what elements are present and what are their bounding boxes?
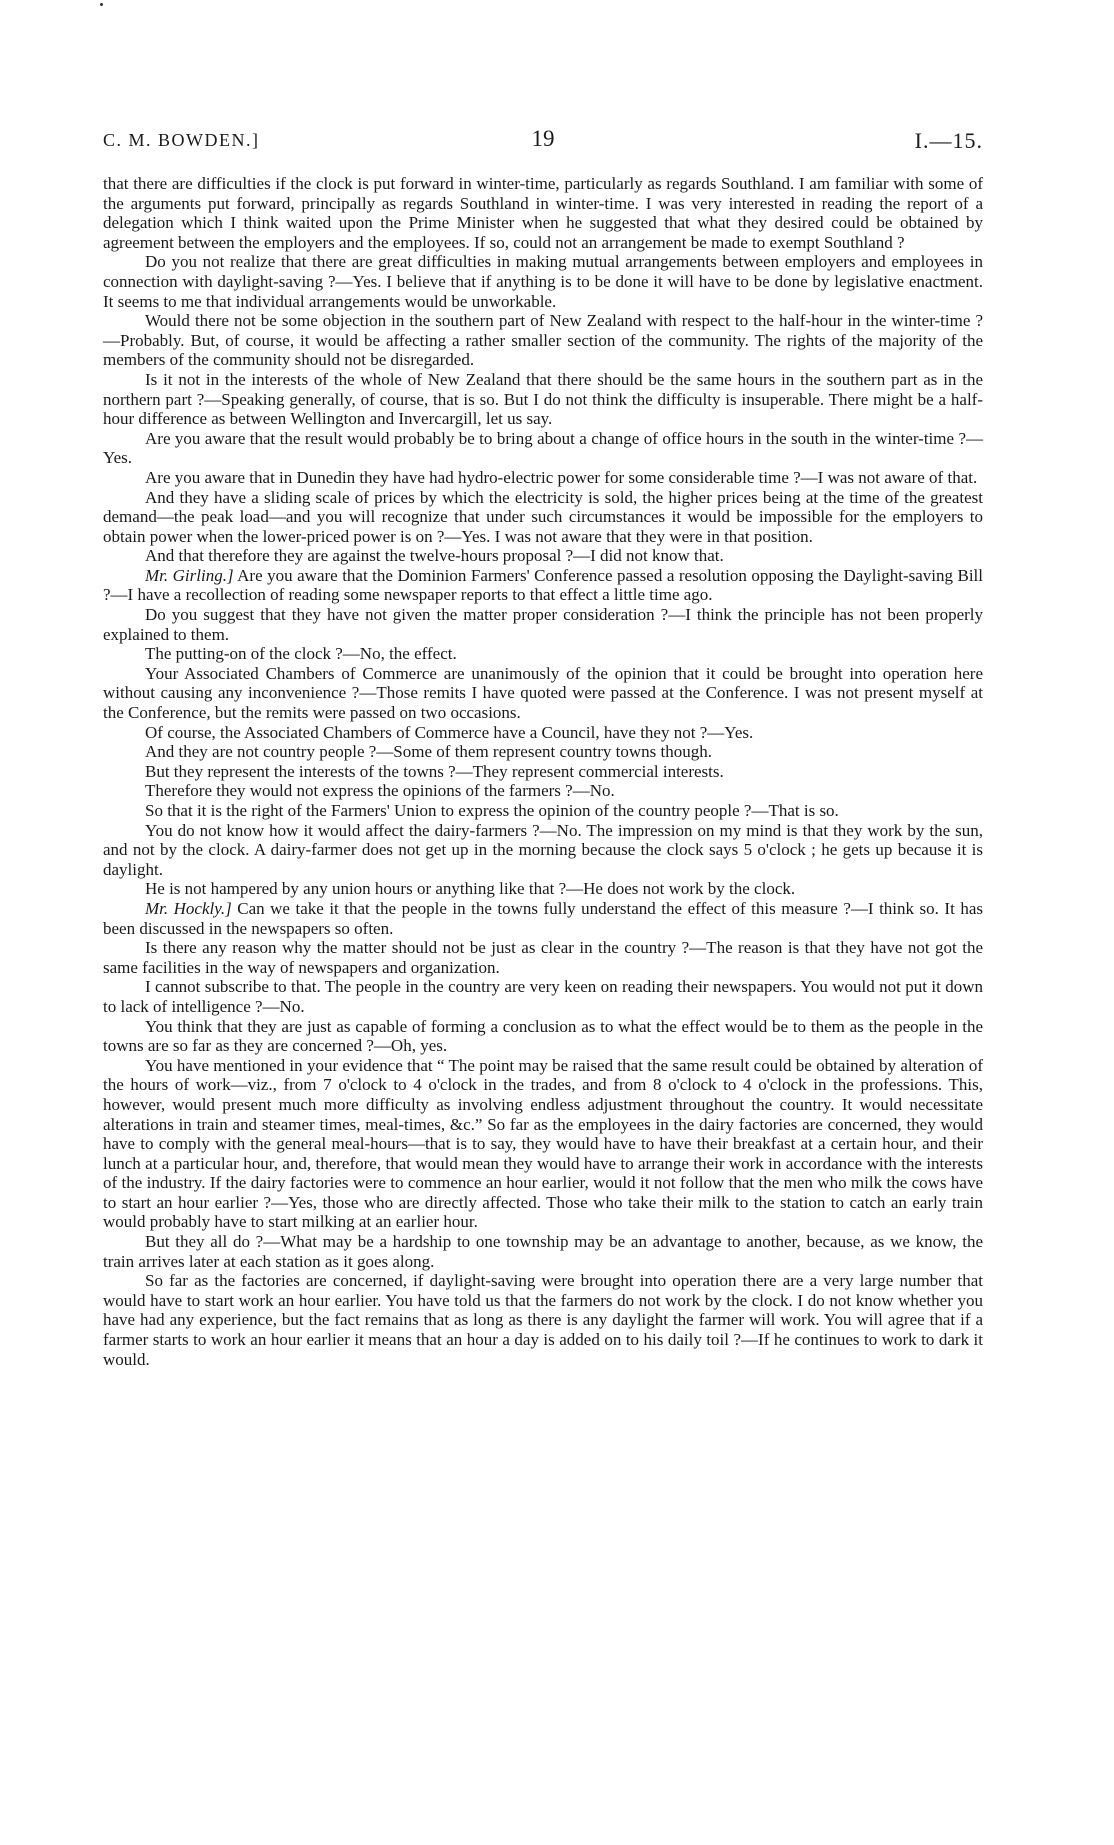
page-header — [103, 126, 983, 156]
paragraph: I cannot subscribe to that. The people in the country are very keen on reading their newspapers. You would not put it down to lack of intelligence ?—No. — [103, 977, 983, 1016]
paragraph: Your Associated Chambers of Commerce are unanimously of the opinion that it could be brought into operation here without causing any inconvenience ?—Those remits I have quoted were passed at the Conference. I was not present myself at the Conference, but the remits were passed on two occasions. — [103, 663, 983, 723]
speaker-label: Mr. Girling.] — [145, 565, 234, 585]
paragraph: He is not hampered by any union hours or anything like that ?—He does not work by the clock. — [145, 879, 796, 899]
paragraph: Would there not be some objection in the southern part of New Zealand with respect to the half-hour in the winter-time ?—Probably. But, of course, it would be affecting a rather smaller section of the community. The rights of the majority of the members of the community should not be disregarded. — [103, 311, 983, 370]
paragraph: Is it not in the interests of the whole of New Zealand that there should be the same hours in the southern part as in the northern part ?—Speaking generally, of course, that is so. But I do not think the difficulty is insuperable. There might be a half-hour difference as between Wellington and Invercargill, let us say. — [103, 369, 983, 429]
paragraph: You do not know how it would affect the dairy-farmers ?—No. The impression on my mind is that they work by the sun, and not by the clock. A dairy-farmer does not get up in the morning because the clock says 5 o'clock ; he gets up because it is daylight. — [103, 820, 983, 879]
paragraph: Are you aware that the result would probably be to bring about a change of office hours in the south in the winter-time ?—Yes. — [103, 428, 983, 468]
paragraph: Mr. Girling.] Are you aware that the Dominion Farmers' Conference passed a resolution opposing the Daylight-saving Bill ?—I have a recollection of reading some newspaper reports to that effect a little time ago. — [103, 565, 983, 605]
paragraph: Are you aware that in Dunedin they have had hydro-electric power for some considerable time ?—I was not aware of that. — [145, 467, 978, 487]
header-paper-reference: I.—15. — [914, 128, 983, 153]
paragraph: But they all do ?—What may be a hardship to one township may be an advantage to another, because, as we know, the train arrives later at each station as it goes along. — [103, 1232, 983, 1271]
paragraph: Therefore they would not express the opinions of the farmers ?—No. — [145, 781, 615, 801]
paragraph: The putting-on of the clock ?—No, the effect. — [145, 644, 457, 664]
speaker-label: Mr. Hockly.] — [145, 898, 232, 918]
paragraph: So far as the factories are concerned, if daylight-saving were brought into operation there are a very large number that would have to start work an hour earlier. You have told us that the farmers do not work by the clock. I do not know whether you have had any experience, but the fact remains that as long as there is any daylight the farmer will work. You will agree that if a farmer starts to work an hour earlier it means that an hour a day is added on to his daily toil ?—If he continues to work to dark it would. — [103, 1271, 983, 1369]
paragraph: Do you suggest that they have not given the matter proper consideration ?—I think the principle has not been properly explained to them. — [103, 605, 983, 644]
header-witness-name: C. M. BOWDEN.] — [103, 130, 260, 150]
paragraph: And they have a sliding scale of prices by which the electricity is sold, the higher prices being at the time of the greatest demand—the peak load—and you will recognize that under such circumstances it would be impossible for the employers to obtain power when the lower-priced power is on ?—Yes. I was not aware that they were in that position. — [103, 487, 983, 546]
paragraph: Mr. Hockly.] Can we take it that the people in the towns fully understand the effect of this measure ?—I think so. It has been discussed in the newspapers so often. — [103, 898, 983, 938]
paragraph: And that therefore they are against the twelve-hours proposal ?—I did not know that. — [145, 546, 724, 566]
paragraph: But they represent the interests of the towns ?—They represent commercial interests. — [145, 761, 724, 781]
page-number: 19 — [531, 126, 555, 151]
paragraph: Do you not realize that there are great difficulties in making mutual arrangements between employers and employees in connection with daylight-saving ?—Yes. I believe that if anything is to be done it will have to be done by legislative enactment. It seems to me that individual arrangements would be unworkable. — [103, 252, 983, 311]
paragraph: Of course, the Associated Chambers of Commerce have a Council, have they not ?—Yes. — [145, 722, 754, 742]
paragraph: Is there any reason why the matter should not be just as clear in the country ?—The reason is that they have not got the same facilities in the way of newspapers and organization. — [103, 938, 983, 977]
body-text — [103, 174, 983, 1369]
paragraph: that there are difficulties if the clock is put forward in winter-time, particularly as regards Southland. I am familiar with some of the arguments put forward, principally as regards Southland in winter-time. I was very interested in reading the report of a delegation which I think waited upon the Prime Minister when he suggested that what they desired could be obtained by agreement between the employers and the employees. If so, could not an arrangement be made to exempt Southland ? — [103, 174, 983, 252]
paragraph: So that it is the right of the Farmers' Union to express the opinion of the country people ?—That is so. — [145, 801, 839, 820]
paragraph: You think that they are just as capable of forming a conclusion as to what the effect would be to them as the people in the towns are so far as they are concerned ?—Oh, yes. — [103, 1016, 983, 1056]
paragraph: And they are not country people ?—Some of them represent country towns though. — [145, 742, 713, 762]
paragraph: You have mentioned in your evidence that “ The point may be raised that the same result could be obtained by alteration of the hours of work—viz., from 7 o'clock to 4 o'clock in the trades, and from 8 o'clock to 4 o'clock in the professions. This, however, would present much more difficulty as involving endless adjustment throughout the country. It would necessitate alterations in train and steamer times, meal-times, &c.” So far as the employees in the dairy factories are concerned, they would have to comply with the general meal-hours—that is to say, they would have to have their breakfast at a certain hour, and their lunch at a particular hour, and, therefore, that would mean they would have to arrange their work in accordance with the interests of the industry. If the dairy factories were to commence an hour earlier, would it not follow that the men who milk the cows have to start an hour earlier ?—Yes, those who are directly affected. Those who take their milk to the station to catch an early train would probably have to start milking at an earlier hour. — [103, 1055, 983, 1232]
scan-speck — [100, 3, 103, 6]
